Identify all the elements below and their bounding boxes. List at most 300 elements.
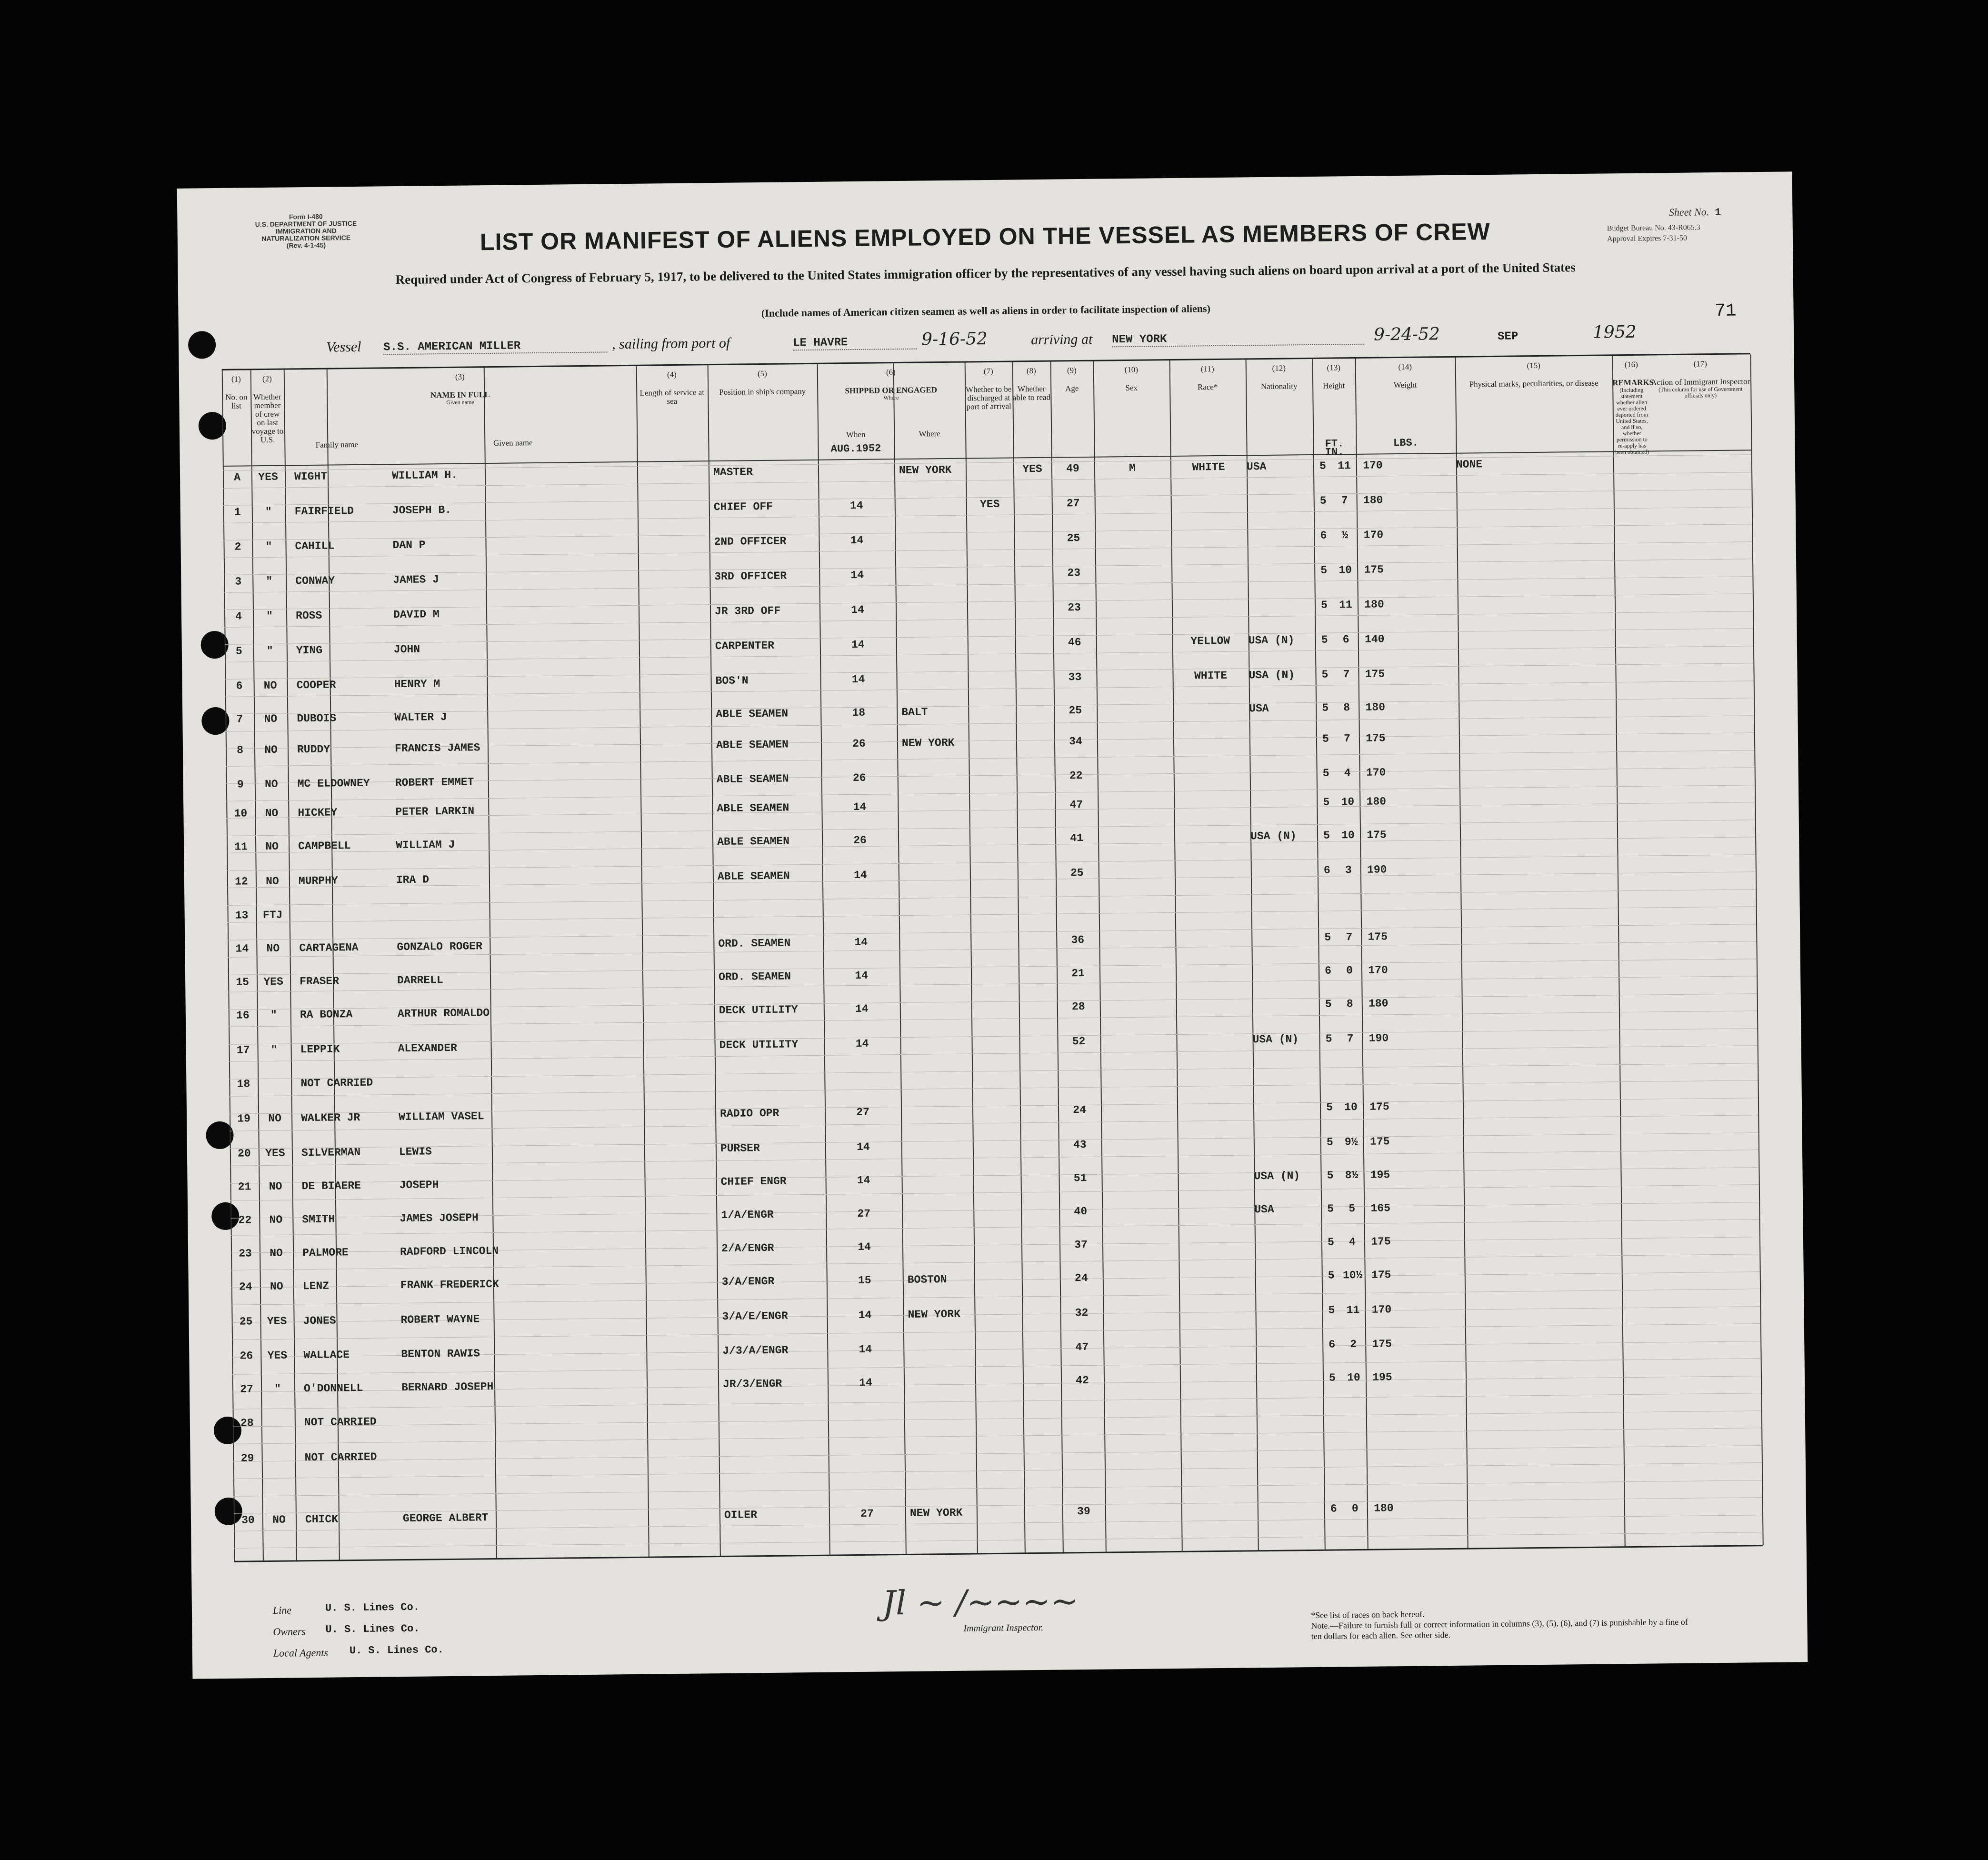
cell-disch (974, 1239, 1021, 1240)
cell-no: 17 (236, 1044, 250, 1057)
cell-pos: ABLE SEAMEN (716, 772, 789, 786)
cell-pos: ABLE SEAMEN (716, 707, 789, 721)
cell-pos: RADIO OPR (719, 1107, 779, 1120)
cell-age: 25 (1069, 704, 1082, 717)
owners-label: Owners (273, 1625, 306, 1638)
cell-sex (1104, 1442, 1180, 1443)
cell-no: 6 (236, 680, 243, 692)
cell-family: RA BONZA (300, 1008, 353, 1021)
cell-when: 14 (855, 969, 869, 982)
cell-ft: 5 (1327, 1169, 1334, 1182)
cell-where: NEW YORK (899, 463, 952, 477)
cell-prev: " (266, 575, 273, 588)
cell-given (402, 1449, 519, 1450)
header-sublabel: Where (883, 394, 899, 401)
cell-pos: ORD. SEAMEN (718, 970, 791, 984)
cell-age: 28 (1071, 1000, 1085, 1013)
cell-no: 1 (234, 506, 241, 519)
inspector-label: Immigrant Inspector. (963, 1622, 1044, 1634)
cell-in: 4 (1344, 767, 1351, 780)
cell-pos: ABLE SEAMEN (717, 801, 789, 815)
cell-prev: NO (264, 712, 278, 725)
cell-disch (970, 934, 1018, 935)
cell-family: SILVERMAN (301, 1146, 361, 1160)
cell-prev: FTJ (262, 909, 283, 922)
form-number: Form I-480 (289, 212, 323, 221)
row-rule (224, 593, 1753, 610)
cell-disch (966, 532, 1014, 533)
row-rule (228, 924, 1756, 940)
cell-given: WILLIAM VASEL (399, 1110, 484, 1124)
cell-read (1021, 1239, 1059, 1240)
cell-in: 4 (1349, 1236, 1356, 1249)
cell-read (1017, 832, 1055, 833)
cell-read (1018, 867, 1056, 868)
footer-notes (1311, 1606, 1692, 1641)
cell-read (1014, 567, 1052, 568)
agents-value: U. S. Lines Co. (349, 1644, 444, 1657)
cell-sex (1103, 1271, 1179, 1272)
cell-age: 41 (1070, 831, 1084, 845)
cell-age (1061, 1408, 1104, 1409)
cell-read (1022, 1272, 1060, 1273)
cell-given: DAN P (392, 539, 426, 552)
cell-ft: 5 (1320, 564, 1328, 577)
cell-lbs: 180 (1365, 701, 1386, 714)
cell-pos: 3RD OFFICER (714, 570, 787, 583)
header-c1 (222, 375, 251, 410)
cell-no: 30 (241, 1514, 255, 1527)
cell-ft: 6 (1329, 1338, 1336, 1351)
cell-family: FRASER (300, 975, 340, 988)
cell-given: HENRY M (394, 678, 440, 691)
cell-lbs: 170 (1366, 766, 1386, 779)
cell-given: BERNARD JOSEPH (401, 1380, 494, 1394)
cell-nat: USA (N) (1250, 830, 1297, 843)
cell-sex (1101, 1171, 1178, 1172)
row-rule (227, 820, 1755, 836)
cell-pos: OILER (724, 1509, 758, 1521)
cell-race (1179, 1339, 1256, 1340)
header-sublabel: AUG.1952 (830, 442, 881, 455)
cell-no: 3 (235, 575, 242, 588)
cell-given: WALTER J (394, 710, 447, 724)
cell-race (1175, 865, 1251, 866)
cell-prev: NO (268, 1112, 282, 1125)
cell-when: 26 (852, 771, 866, 785)
header-number: (12) (1272, 363, 1286, 373)
header-c8 (1012, 367, 1051, 402)
cell-disch (969, 832, 1017, 833)
cell-ft: 6 (1320, 529, 1327, 542)
cell-in: 7 (1341, 494, 1348, 507)
header-number: (1) (231, 374, 241, 384)
cell-given: JOHN (393, 643, 420, 656)
cell-when: 14 (859, 1376, 872, 1389)
page-title: LIST OR MANIFEST OF ALIENS EMPLOYED ON THE VESSEL AS MEMBERS OF CREW (480, 218, 1491, 256)
cell-lbs: 170 (1371, 1303, 1392, 1316)
cell-marks: NONE (1456, 458, 1483, 471)
cell-when: 14 (849, 499, 863, 512)
cell-given: FRANCIS JAMES (394, 741, 480, 755)
cell-in: 0 (1351, 1502, 1359, 1515)
cell-in: ½ (1341, 529, 1349, 542)
cell-marks (1459, 793, 1617, 794)
cell-where: NEW YORK (901, 736, 955, 750)
header-c2 (250, 375, 285, 445)
cell-nat: USA (1254, 1203, 1274, 1216)
cell-ft: 5 (1325, 1032, 1332, 1045)
cell-no: 7 (236, 713, 243, 726)
cell-prev: " (266, 644, 273, 657)
cell-in: 10 (1347, 1371, 1360, 1384)
cell-family: YING (296, 644, 323, 657)
cell-in: 11 (1339, 599, 1352, 611)
cell-no: 4 (235, 610, 242, 623)
cell-pos: ABLE SEAMEN (717, 870, 790, 883)
cell-race (1173, 733, 1249, 734)
cell-when: 14 (857, 1174, 870, 1187)
cell-prev: YES (258, 470, 278, 484)
row-rule (234, 1532, 1763, 1549)
cell-lbs: 190 (1367, 863, 1387, 876)
cell-prev: NO (269, 1180, 282, 1193)
cell-pos (723, 1446, 828, 1447)
row-rule (233, 1410, 1761, 1427)
cell-prev: YES (263, 975, 283, 989)
cell-given (402, 1414, 519, 1415)
cell-prev: NO (264, 778, 278, 790)
cell-no: 12 (235, 875, 248, 888)
cell-age: 27 (1066, 497, 1080, 510)
cell-age: 42 (1076, 1374, 1089, 1387)
cell-when: 14 (850, 569, 864, 582)
cell-nat (1255, 1304, 1322, 1305)
cell-age: 49 (1066, 462, 1079, 475)
line-value: U. S. Lines Co. (325, 1601, 420, 1614)
cell-in: 7 (1346, 931, 1353, 944)
cell-given: ARTHUR ROMALDO (397, 1007, 490, 1020)
header-label: Action of Immigrant Inspector (1650, 377, 1750, 387)
cell-race (1179, 1237, 1255, 1238)
cell-family: COOPER (296, 679, 336, 692)
header-number: (9) (1067, 366, 1077, 375)
cell-marks (1465, 1301, 1622, 1302)
cell-age: 43 (1073, 1138, 1087, 1151)
cell-when (822, 902, 899, 903)
header-sublabel: Given name (493, 438, 533, 448)
cell-prev: NO (265, 807, 279, 820)
header-label: Height (1322, 381, 1345, 390)
cell-when: 14 (859, 1343, 872, 1356)
cell-lbs: 180 (1368, 997, 1389, 1010)
cell-pos: ORD. SEAMEN (718, 937, 791, 950)
header-sublabel: Where (919, 429, 940, 439)
sailing-label: , sailing from port of (612, 335, 730, 352)
cell-marks (1461, 961, 1618, 963)
cell-sex (1099, 866, 1175, 867)
punch-hole (188, 331, 216, 359)
cell-nat (1250, 796, 1317, 797)
header-sublabel: (Including statement whether alien ever ordered deported from United States, and if so, whether permission to re-apply has been obtained) (1615, 386, 1649, 456)
vessel-label: Vessel (326, 339, 361, 355)
cell-pos: JR 3RD OFF (714, 604, 781, 618)
row-rule (233, 1480, 1762, 1497)
cell-family: CHICK (305, 1513, 339, 1526)
cell-in: 8½ (1345, 1169, 1359, 1182)
cell-given: BENTON RAWIS (401, 1347, 480, 1361)
cell-in: 6 (1342, 633, 1349, 646)
cell-lbs: 140 (1364, 633, 1385, 646)
cell-prev: NO (272, 1513, 286, 1526)
cell-given: WILLIAM J (396, 838, 455, 852)
penalty-note: Note.—Failure to furnish full or correct information in columns (3), (5), (6), and (7) is punishable by a fine of ten dollars for each alien. See other side. (1311, 1617, 1688, 1641)
header-sublabel: (This column for use of Government officials only) (1658, 385, 1743, 399)
header-number: (11) (1200, 364, 1214, 374)
cell-no: 27 (240, 1383, 254, 1396)
cell-in: 11 (1346, 1303, 1360, 1317)
cell-age: 23 (1067, 567, 1081, 580)
header-label: REMARKS (1612, 378, 1654, 388)
approval-expires: Approval Expires 7-31-50 (1607, 234, 1688, 243)
cell-no: 11 (234, 840, 248, 853)
budget-bureau: Budget Bureau No. 43-R065.3 (1607, 223, 1700, 233)
cell-read (1018, 934, 1056, 935)
cell-where (909, 1409, 976, 1410)
cell-family: SMITH (302, 1213, 335, 1226)
header-number: (15) (1527, 360, 1541, 370)
cell-race (1180, 1441, 1257, 1442)
cell-when: 27 (860, 1507, 874, 1520)
cell-family: CARTAGENA (299, 941, 359, 955)
cell-prev: " (270, 1009, 277, 1021)
cell-ft: 5 (1328, 1304, 1335, 1317)
cell-nat: USA (N) (1254, 1170, 1300, 1183)
cell-in: 10½ (1342, 1269, 1363, 1282)
cell-when: 27 (856, 1106, 870, 1119)
cell-ft: 5 (1328, 1269, 1335, 1282)
cell-family: JONES (303, 1314, 336, 1328)
cell-where (907, 1206, 973, 1207)
cell-lbs: 170 (1363, 529, 1384, 541)
cell-given: JAMES JOSEPH (400, 1211, 479, 1225)
cell-nat: USA (N) (1248, 634, 1295, 647)
header-number: (5) (757, 369, 767, 379)
cell-disch (969, 799, 1017, 800)
header-label: NAME IN FULL (430, 390, 490, 400)
cell-prev: NO (263, 679, 277, 692)
cell-prev: " (274, 1382, 281, 1395)
cell-ft: 5 (1321, 668, 1329, 681)
cell-given: DAVID M (393, 608, 440, 621)
cell-read (1015, 671, 1053, 672)
cell-when: 14 (853, 869, 867, 882)
cell-disch (973, 1172, 1020, 1173)
header-number: (8) (1026, 366, 1036, 376)
cell-ft: 5 (1319, 494, 1327, 507)
cell-read (1014, 532, 1052, 533)
inspector-signature: Jl ~ /~~~~ (882, 1581, 1079, 1623)
cell-marks (1461, 928, 1618, 930)
cell-disch (968, 671, 1015, 672)
cell-given: JOSEPH (399, 1179, 439, 1192)
row-rule (232, 1323, 1760, 1340)
cell-race (1174, 797, 1250, 798)
cell-ft: 5 (1323, 796, 1330, 809)
cell-nat: USA (1249, 702, 1269, 715)
cell-marks (1460, 826, 1617, 828)
cell-ft: 5 (1329, 1371, 1336, 1384)
row-rule (224, 559, 1752, 575)
cell-in: 10 (1339, 564, 1352, 577)
header-sublabel: FT. IN. (1325, 438, 1344, 459)
cell-family: CONWAY (295, 574, 335, 588)
cell-marks (1460, 895, 1618, 896)
cell-ft: 5 (1320, 599, 1328, 611)
header-c7 (965, 367, 1013, 411)
row-rule (233, 1462, 1762, 1479)
cell-disch (970, 867, 1018, 868)
header-c14 (1355, 362, 1456, 390)
cell-given: JAMES J (393, 573, 440, 587)
row-rule (232, 1358, 1761, 1375)
cell-lbs: 180 (1374, 1502, 1394, 1515)
row-rule (230, 1080, 1758, 1097)
cell-in: 7 (1343, 732, 1350, 745)
header-number: (16) (1624, 360, 1638, 370)
cell-pos: ABLE SEAMEN (717, 835, 790, 849)
cell-pos: CHIEF ENGR (720, 1175, 787, 1189)
cell-in: 3 (1345, 864, 1352, 877)
cell-no: 2 (234, 540, 241, 553)
cell-age: 51 (1073, 1171, 1087, 1185)
cell-lbs: 175 (1371, 1235, 1391, 1248)
cell-age: 24 (1073, 1103, 1087, 1117)
cell-read (1017, 799, 1055, 800)
cell-in: 9½ (1344, 1135, 1358, 1149)
cell-family: ROSS (295, 609, 322, 622)
cell-given: ROBERT WAYNE (400, 1313, 480, 1327)
cell-lbs: 175 (1366, 732, 1386, 745)
cell-lbs: 165 (1370, 1202, 1391, 1215)
cell-age: 40 (1074, 1205, 1088, 1218)
races-note: *See list of races on back hereof. (1311, 1609, 1425, 1620)
manifest-sheet (177, 171, 1808, 1679)
cell-no: 10 (234, 807, 248, 820)
cell-sex (1102, 1204, 1178, 1205)
cell-family: FAIRFIELD (294, 504, 354, 518)
cell-family: WALLACE (303, 1349, 350, 1362)
header-c4 (636, 370, 708, 406)
cell-disch (975, 1341, 1022, 1342)
cell-where (903, 901, 970, 902)
cell-no: 20 (237, 1147, 251, 1160)
header-number: (14) (1398, 362, 1412, 372)
cell-age (1061, 1443, 1104, 1444)
cell-no: 18 (237, 1078, 250, 1090)
header-number: (6) (886, 368, 896, 377)
cell-age: 34 (1069, 735, 1082, 748)
cell-nat (1251, 864, 1318, 865)
header-c3 (284, 371, 637, 408)
cell-race (1178, 1203, 1254, 1204)
cell-sex (1104, 1407, 1180, 1408)
cell-when: 14 (851, 603, 864, 617)
page-mark: 71 (1714, 300, 1737, 322)
header-sublabel: Given name (446, 399, 474, 406)
cell-lbs: 180 (1363, 494, 1383, 507)
cell-marks (1465, 1266, 1622, 1268)
cell-nat (1251, 931, 1318, 932)
cell-in: 7 (1347, 1032, 1354, 1045)
cell-sex (1103, 1340, 1179, 1341)
header-c17 (1650, 359, 1751, 399)
header-label: Position in ship's company (719, 387, 806, 397)
cell-pos: ABLE SEAMEN (716, 738, 789, 752)
form-department: U.S. DEPARTMENT OF JUSTICE (255, 219, 357, 229)
cell-marks (1466, 1402, 1623, 1404)
cell-in: 11 (1337, 460, 1351, 472)
cell-pos: MASTER (713, 466, 753, 479)
cell-when: 26 (852, 737, 866, 750)
cell-in: 8 (1346, 998, 1353, 1010)
cell-prev (261, 1451, 295, 1452)
cell-no: 19 (237, 1112, 251, 1125)
row-rule (233, 1428, 1761, 1444)
cell-prev: " (265, 540, 272, 553)
header-c6 (817, 368, 965, 402)
cell-age: 33 (1068, 671, 1082, 684)
cell-prev: YES (267, 1315, 287, 1328)
cell-race (1175, 899, 1251, 900)
cell-race (1175, 932, 1251, 933)
cell-prev: NO (270, 1280, 283, 1293)
cell-no: 14 (235, 942, 249, 955)
header-number: (17) (1693, 359, 1707, 369)
cell-given: ROBERT EMMET (395, 776, 474, 790)
header-c12 (1246, 364, 1313, 391)
cell-when: 14 (854, 936, 868, 949)
cell-lbs: 170 (1368, 964, 1388, 977)
header-number: (2) (262, 374, 272, 383)
header-sublabel: When (846, 430, 866, 440)
cell-marks (1463, 1166, 1620, 1168)
cell-lbs: 180 (1364, 598, 1384, 611)
arrival-year: 1952 (1592, 322, 1637, 342)
cell-family: O'DONNELL (303, 1381, 363, 1395)
cell-no: 21 (238, 1180, 251, 1193)
cell-race (1180, 1406, 1257, 1407)
header-label: Weight (1393, 380, 1417, 390)
subtitle-note: (Include names of American citizen seamen as well as aliens in order to facilitate inspection of aliens) (761, 302, 1211, 320)
header-label: Whether able to read (1012, 384, 1051, 402)
column-rule (1169, 360, 1183, 1551)
cell-sex (1098, 769, 1174, 770)
column-rule (893, 363, 907, 1554)
header-c11 (1169, 364, 1246, 392)
cell-sex (1099, 933, 1175, 934)
cell-where (909, 1444, 976, 1445)
header-label: Length of service at sea (639, 388, 705, 406)
cell-when: 26 (853, 834, 867, 847)
cell-race (1180, 1372, 1256, 1373)
cell-race (1178, 1170, 1254, 1171)
cell-given: GONZALO ROGER (397, 940, 482, 954)
cell-sex (1099, 966, 1176, 967)
cell-ft: 5 (1325, 998, 1332, 1010)
cell-nat: USA (1246, 460, 1267, 473)
row-rule (223, 524, 1752, 540)
